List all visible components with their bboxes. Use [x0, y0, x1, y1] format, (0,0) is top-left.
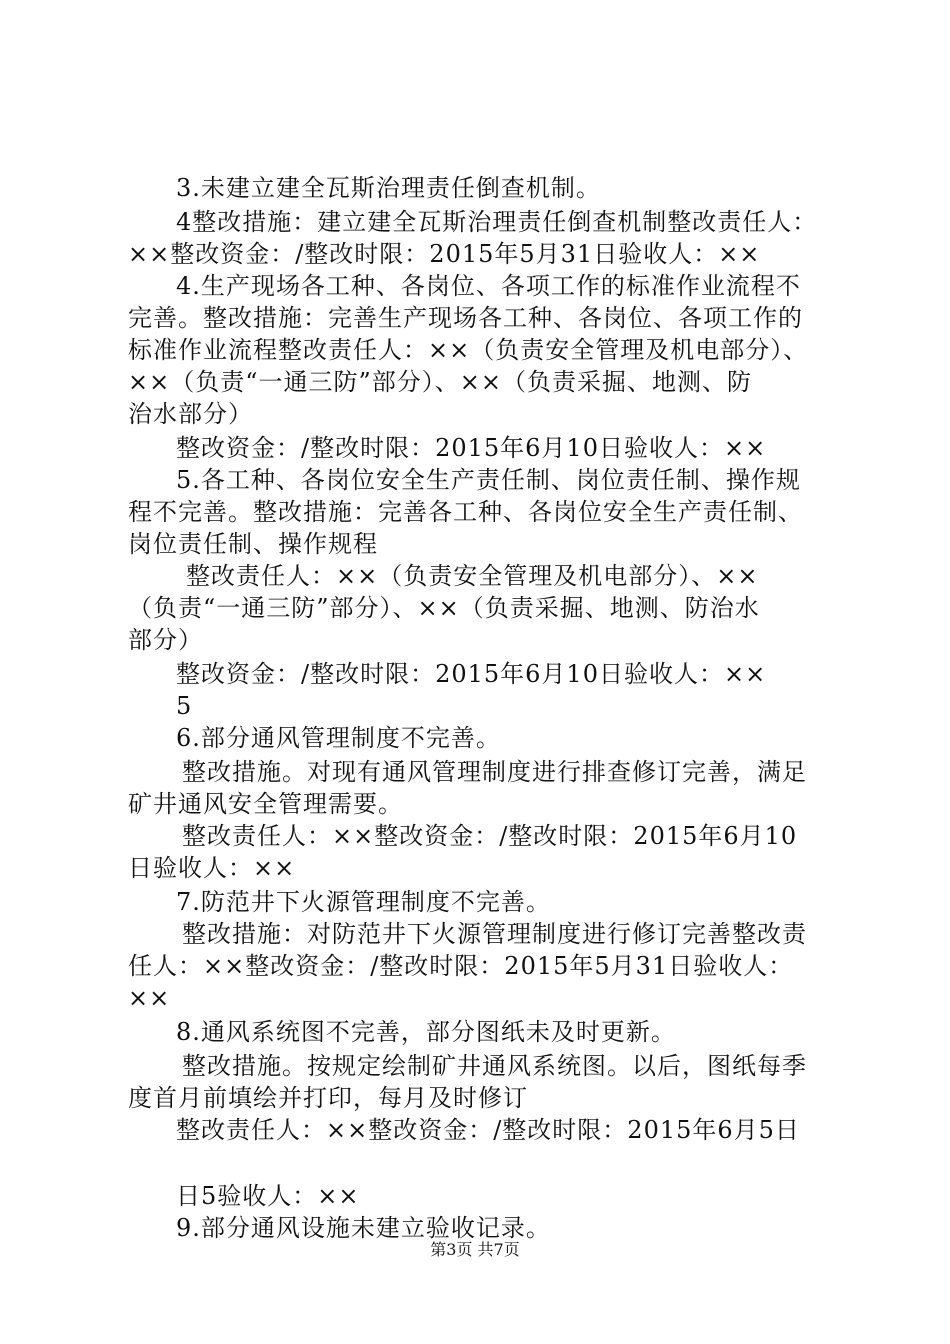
text-line: ××（负责“一通三防”部分）、××（负责采掘、地测、防	[128, 368, 752, 396]
text-line: 整改责任人：××（负责安全管理及机电部分）、××	[186, 562, 759, 590]
text-line: 程不完善。整改措施：完善各工种、各岗位安全生产责任制、	[128, 498, 803, 526]
text-line: 5.各工种、各岗位安全生产责任制、岗位责任制、操作规	[176, 466, 801, 494]
text-line: 整改措施。按规定绘制矿井通风系统图。以后，图纸每季	[182, 1052, 807, 1080]
text-line: 4.生产现场各工种、各岗位、各项工作的标准作业流程不	[176, 272, 801, 300]
text-line: 治水部分）	[128, 400, 253, 428]
text-line: 日5验收人：××	[176, 1182, 360, 1210]
text-line: 整改措施。对现有通风管理制度进行排查修订完善，满足	[182, 758, 807, 786]
text-line: 整改责任人：××整改资金：/整改时限：2015年6月10	[182, 822, 798, 850]
text-line: 6.部分通风管理制度不完善。	[176, 724, 501, 752]
text-line: 8.通风系统图不完善，部分图纸未及时更新。	[176, 1018, 676, 1046]
text-line: 整改资金：/整改时限：2015年6月10日验收人：××	[176, 434, 767, 462]
text-line: 度首月前填绘并打印，每月及时修订	[128, 1084, 528, 1112]
page-number-footer: 第3页 共7页	[430, 1240, 520, 1259]
text-line: 3.未建立建全瓦斯治理责任倒查机制。	[176, 174, 601, 202]
text-line: 整改资金：/整改时限：2015年6月10日验收人：××	[176, 660, 767, 688]
text-line: 5	[176, 692, 193, 720]
text-line: 整改措施：对防范井下火源管理制度进行修订完善整改责	[182, 920, 807, 948]
text-line: 日验收人：××	[128, 854, 296, 882]
text-line: 标准作业流程整改责任人：××（负责安全管理及机电部分）、	[128, 336, 809, 364]
text-line: 完善。整改措施：完善生产现场各工种、各岗位、各项工作的	[128, 304, 803, 332]
text-line: 4整改措施：建立建全瓦斯治理责任倒查机制整改责任人：	[176, 208, 818, 236]
text-line: （负责“一通三防”部分）、××（负责采掘、地测、防治水	[128, 594, 760, 622]
text-line: 矿井通风安全管理需要。	[128, 790, 403, 818]
text-line: 部分）	[128, 626, 203, 654]
text-line: 岗位责任制、操作规程	[128, 530, 378, 558]
text-line: 任人：××整改资金：/整改时限：2015年5月31日验收人：	[128, 952, 794, 980]
text-line: 9.部分通风设施未建立验收记录。	[176, 1214, 551, 1242]
text-line: ××整改资金：/整改时限：2015年5月31日验收人：××	[128, 240, 761, 268]
text-line: 整改责任人：××整改资金：/整改时限：2015年6月5日	[176, 1116, 800, 1144]
text-line: 7.防范井下火源管理制度不完善。	[176, 888, 551, 916]
text-line: ××	[128, 984, 171, 1012]
